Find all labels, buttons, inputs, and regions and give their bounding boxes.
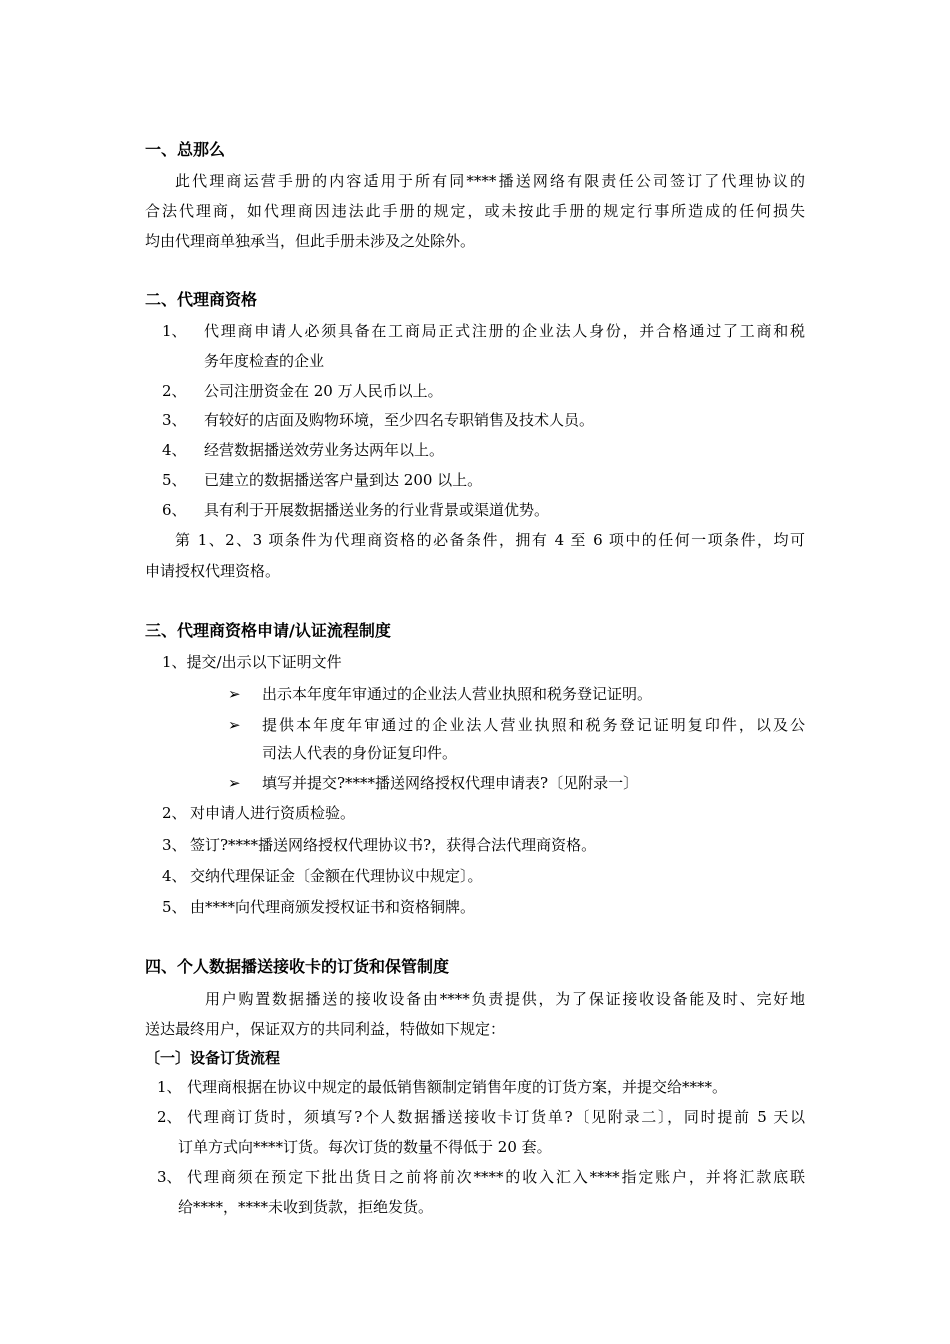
subsection-title: 〔一〕设备订货流程 <box>145 1049 281 1067</box>
section-2-note-line: 第 1、2、3 项条件为代理商资格的必备条件，拥有 4 至 6 项中的任何一项条件，均可 <box>175 531 805 549</box>
list-item-number: 4、 <box>162 867 187 885</box>
bullet-text: 司法人代表的身份证复印件。 <box>262 744 458 762</box>
list-item-text: 对申请人进行资质检验。 <box>190 804 356 822</box>
list-item-text: 订单方式向****订货。每次订货的数量不得低于 20 套。 <box>178 1138 552 1156</box>
list-item-number: 3、 <box>157 1168 182 1186</box>
list-item-text: 签订?****播送网络授权代理协议书?，获得合法代理商资格。 <box>190 836 597 854</box>
step-1-text: 1、提交/出示以下证明文件 <box>162 653 342 671</box>
list-item-number: 5、 <box>162 898 187 916</box>
section-1-title: 一、总那么 <box>145 140 226 159</box>
list-item-text: 有较好的店面及购物环境，至少四名专职销售及技术人员。 <box>204 411 595 429</box>
list-item-number: 3、 <box>162 836 187 854</box>
list-item-number: 6、 <box>162 501 187 519</box>
list-item-number: 4、 <box>162 441 187 459</box>
list-item-text: 给****，****未收到货款，拒绝发货。 <box>178 1198 434 1216</box>
bullet-arrow-icon: ➢ <box>228 685 241 703</box>
list-item-text: 已建立的数据播送客户量到达 200 以上。 <box>204 471 483 489</box>
list-item-number: 5、 <box>162 471 187 489</box>
bullet-arrow-icon: ➢ <box>228 716 241 734</box>
list-item-text: 代理商申请人必须具备在工商局正式注册的企业法人身份，并合格通过了工商和税 <box>204 322 805 340</box>
section-4-title: 四、个人数据播送接收卡的订货和保管制度 <box>145 957 450 976</box>
section-2-title: 二、代理商资格 <box>145 290 258 309</box>
bullet-arrow-icon: ➢ <box>228 774 241 792</box>
bullet-text: 提供本年度年审通过的企业法人营业执照和税务登记证明复印件，以及公 <box>262 716 805 734</box>
list-item-number: 3、 <box>162 411 187 429</box>
bullet-text: 出示本年度年审通过的企业法人营业执照和税务登记证明。 <box>262 685 653 703</box>
section-1-paragraph-line: 此代理商运营手册的内容适用于所有同****播送网络有限责任公司签订了代理协议的 <box>175 172 805 190</box>
section-1-paragraph-line: 均由代理商单独承当，但此手册未涉及之处除外。 <box>145 232 476 250</box>
list-item-text: 具有利于开展数据播送业务的行业背景或渠道优势。 <box>204 501 550 519</box>
section-2-note-line: 申请授权代理资格。 <box>145 562 281 580</box>
list-item-number: 2、 <box>157 1108 182 1126</box>
list-item-text: 代理商须在预定下批出货日之前将前次****的收入汇入****指定账户，并将汇款底联 <box>187 1168 805 1186</box>
section-1-paragraph-line: 合法代理商，如代理商因违法此手册的规定，或未按此手册的规定行事所造成的任何损失 <box>145 202 805 220</box>
list-item-number: 2、 <box>162 804 187 822</box>
list-item-number: 2、 <box>162 382 187 400</box>
section-3-title: 三、代理商资格申请/认证流程制度 <box>145 621 391 640</box>
list-item-text: 代理商订货时，须填写?个人数据播送接收卡订货单?〔见附录二〕，同时提前 5 天以 <box>187 1108 805 1126</box>
list-item-number: 1、 <box>157 1078 182 1096</box>
section-4-paragraph-line: 送达最终用户，保证双方的共同利益，特做如下规定： <box>145 1020 506 1038</box>
list-item-text: 务年度检查的企业 <box>204 352 325 370</box>
bullet-text: 填写并提交?****播送网络授权代理申请表?〔见附录一〕 <box>262 774 639 792</box>
list-item-text: 由****向代理商颁发授权证书和资格铜牌。 <box>190 898 476 916</box>
list-item-number: 1、 <box>162 322 187 340</box>
list-item-text: 经营数据播送效劳业务达两年以上。 <box>204 441 445 459</box>
section-4-paragraph-line: 用户购置数据播送的接收设备由****负责提供，为了保证接收设备能及时、完好地 <box>205 990 805 1008</box>
list-item-text: 交纳代理保证金〔金额在代理协议中规定〕。 <box>190 867 483 885</box>
list-item-text: 公司注册资金在 20 万人民币以上。 <box>204 382 443 400</box>
list-item-text: 代理商根据在协议中规定的最低销售额制定销售年度的订货方案，并提交给****。 <box>187 1078 728 1096</box>
